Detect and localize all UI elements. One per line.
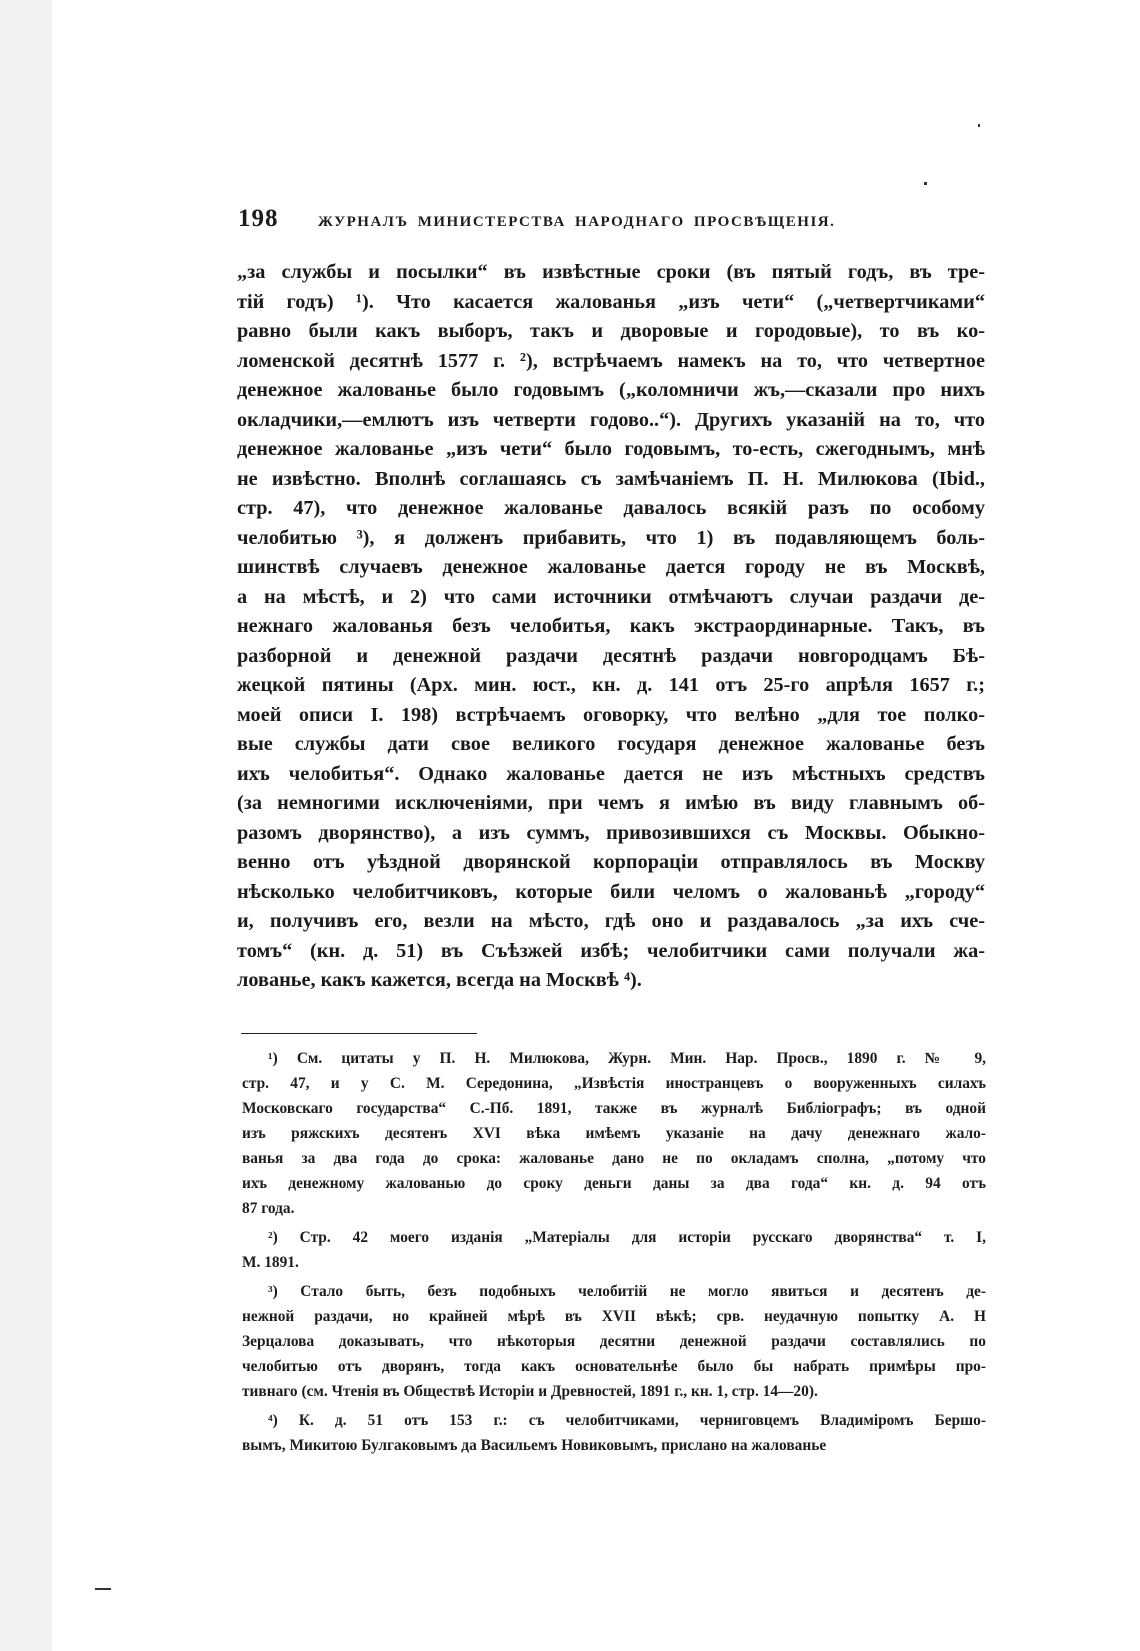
text-line: денежное жалованье „изъ чети“ было годовымъ, то-есть, сжегоднымъ, мнѣ — [237, 438, 985, 460]
footnote-line: ¹) См. цитаты у П. Н. Милюкова, Журн. Мин. Нар. Просв., 1890 г. № 9, — [268, 1050, 986, 1067]
footnote — [242, 1225, 986, 1275]
footnote-line: Зерцалова доказывать, что нѣкоторыя десятни денежной раздачи составлялись по — [242, 1333, 986, 1350]
scan-speck — [978, 124, 980, 127]
text-line: равно были какъ выборъ, такъ и дворовые и городовые), то въ ко- — [237, 320, 985, 342]
text-line: „за службы и посылки“ въ извѣстные сроки (въ пятый годъ, въ тре- — [237, 261, 985, 283]
footnote-line: М. 1891. — [242, 1254, 299, 1271]
text-line: окладчики,—емлютъ изъ четверти годово..“). Другихъ указаній на то, что — [237, 408, 985, 431]
text-line: тій годъ) ¹). Что касается жалованья „изъ чети“ („четвертчиками“ — [237, 290, 985, 313]
text-line: челобитью ³), я долженъ прибавить, что 1) въ подавляющемъ боль- — [237, 526, 985, 549]
text-line: а на мѣстѣ, и 2) что сами источники отмѣчаютъ случаи раздачи де- — [237, 585, 985, 608]
footnote-line: челобитью отъ дворянъ, тогда какъ основательнѣе было бы набрать примѣры про- — [242, 1358, 986, 1375]
text-line: (за немногими исключеніями, при чемъ я имѣю въ виду главнымъ об- — [237, 792, 985, 814]
text-line: ихъ челобитья“. Однако жалованье дается не изъ мѣстныхъ средствъ — [237, 762, 985, 785]
page-number: 198 — [238, 205, 279, 232]
scan-speck — [95, 1588, 111, 1590]
text-line: разомъ дворянство), а изъ суммъ, привозившихся съ Москвы. Обыкно- — [237, 821, 985, 844]
footnote-line: 87 года. — [242, 1200, 295, 1217]
text-line: моей описи I. 198) встрѣчаемъ оговорку, что велѣно „для тое полко- — [237, 703, 985, 726]
text-line: разборной и денежной раздачи десятнѣ раздачи новгородцамъ Бѣ- — [237, 644, 985, 667]
footnote-line: вымъ, Микитою Булгаковымъ да Васильемъ Новиковымъ, прислано на жалованье — [242, 1437, 827, 1454]
text-line: венно отъ уѣздной дворянской корпораціи отправлялось въ Москву — [237, 851, 985, 873]
footnote-line: ихъ денежному жалованью до сроку деньги даны за два года“ кн. д. 94 отъ — [242, 1175, 986, 1192]
footnote-line: Московскаго государства“ С.-Пб. 1891, также въ журналѣ Библіографъ; въ одной — [242, 1100, 986, 1117]
main-text — [237, 258, 985, 996]
footnote-separator — [241, 1033, 477, 1034]
text-line: и, получивъ его, везли на мѣсто, гдѣ оно и раздавалось „за ихъ сче- — [237, 910, 985, 932]
page-header — [238, 205, 988, 233]
footnote-line: ⁴) К. д. 51 отъ 153 г.: съ челобитчиками, черниговцемъ Владиміромъ Бершо- — [268, 1412, 986, 1429]
text-line: стр. 47), что денежное жалованье давалось всякій разъ по особому — [237, 497, 985, 519]
text-line: нѣсколько челобитчиковъ, которые били челомъ о жалованьѣ „городу“ — [237, 880, 985, 903]
footnote-line: ³) Стало быть, безъ подобныхъ челобитій не могло явиться и десятенъ де- — [268, 1283, 986, 1300]
text-line: денежное жалованье было годовымъ („коломничи жъ,—сказали про нихъ — [237, 379, 985, 401]
text-line: жецкой пятины (Арх. мин. юст., кн. д. 141 отъ 25-го апрѣля 1657 г.; — [237, 674, 985, 696]
text-line: нежнаго жалованья безъ челобитья, какъ экстраординарные. Такъ, въ — [237, 615, 985, 637]
footnote-line: изъ ряжскихъ десятенъ XVI вѣка имѣемъ указаніе на дачу денежнаго жало- — [242, 1125, 986, 1142]
footnote-line: стр. 47, и у С. М. Середонина, „Извѣстія иностранцевъ о вооруженныхъ силахъ — [242, 1075, 986, 1092]
footnote-line: нежной раздачи, но крайней мѣрѣ въ XVII вѣкѣ; срв. неудачную попытку А. Н — [242, 1308, 986, 1325]
text-line: лованье, какъ кажется, всегда на Москвѣ ⁴). — [237, 969, 642, 991]
footnote-line: ²) Стр. 42 моего изданія „Матеріалы для исторіи русскаго дворянства“ т. I, — [268, 1229, 986, 1246]
footnote — [242, 1046, 986, 1221]
footnote-line: ванья за два года до срока: жалованье дано не по окладамъ сполна, „потому что — [242, 1150, 986, 1167]
footnote — [242, 1279, 986, 1404]
scan-margin-strip — [0, 0, 52, 1651]
footnote-line: тивнаго (см. Чтенія въ Обществѣ Исторіи и Древностей, 1891 г., кн. 1, стр. 14—20). — [242, 1383, 818, 1400]
text-line: томъ“ (кн. д. 51) въ Съѣзжей избѣ; челобитчики сами получали жа- — [237, 939, 985, 962]
text-line: ломенской десятнѣ 1577 г. ²), встрѣчаемъ намекъ на то, что четвертное — [237, 349, 985, 372]
running-title: ЖУРНАЛЪ МИНИСТЕРСТВА НАРОДНАГО ПРОСВѢЩЕНІЯ. — [318, 214, 836, 230]
scan-speck — [924, 182, 927, 185]
text-line: вые службы дати свое великого государя денежное жалованье безъ — [237, 733, 985, 755]
text-line: не извѣстно. Вполнѣ соглашаясь съ замѣчаніемъ П. Н. Милюкова (Ibid., — [237, 467, 985, 490]
footnote — [242, 1408, 986, 1458]
footnotes — [242, 1046, 986, 1458]
text-line: шинствѣ случаевъ денежное жалованье дается городу не въ Москвѣ, — [237, 556, 985, 578]
